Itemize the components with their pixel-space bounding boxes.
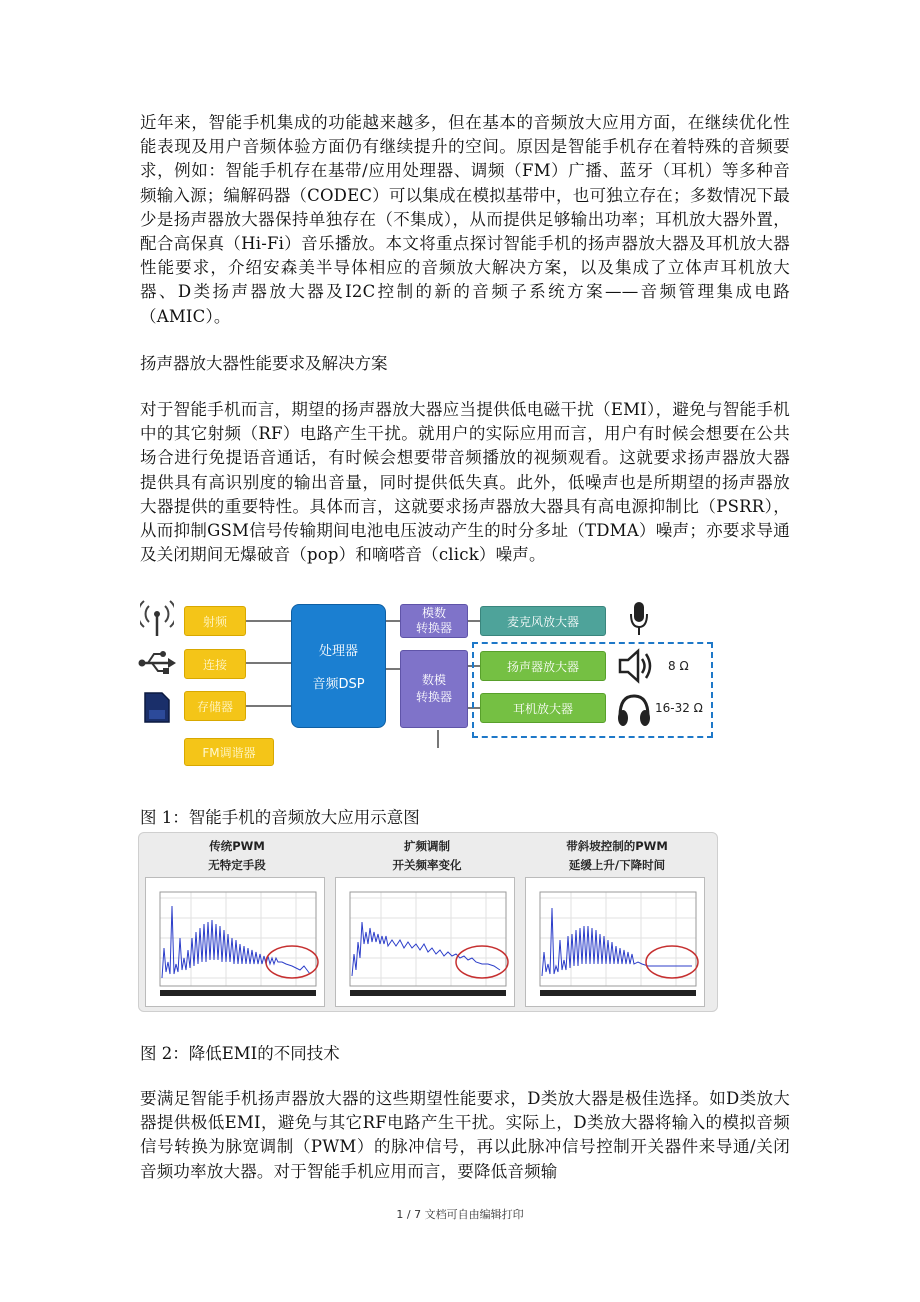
figure-1-caption: 图 1：智能手机的音频放大应用示意图 [140,808,420,827]
headphone-amp-box [480,693,606,723]
panel-2-title-line1: 扩频调制 [404,839,450,853]
spectrum-plot-2 [336,878,514,1006]
processor-dsp-box [291,604,386,728]
headphone-amp-label: 耳机放大器 [512,701,573,716]
panel-2-title-line2: 开关频率变化 [392,858,462,872]
adc-box: 模数 转换器 [400,604,468,638]
panel-3-title-line1: 带斜坡控制的PWM [566,839,668,853]
panel-1-title-line2: 无特定手段 [208,858,266,872]
page-footer: 1 / 7 文档可自由编辑打印 [396,1208,524,1221]
section-heading: 扬声器放大器性能要求及解决方案 [140,354,388,373]
figure-2-emi-comparison [138,832,718,1012]
panel-3-title [527,839,707,873]
speaker-amp-box [480,651,606,681]
headphone-impedance: 16-32 Ω [655,701,703,715]
rf-input-box [184,606,246,636]
fm-tuner-label: FM调谐器 [202,745,256,760]
spectrum-panel-3 [525,877,705,1007]
figure-1-block-diagram [138,594,713,760]
memory-label: 存储器 [196,699,233,714]
spectrum-plot-3 [526,878,704,1006]
speaker-impedance: 8 Ω [668,659,689,673]
sd-card-icon [142,690,172,724]
fm-tuner-box [184,738,274,766]
intro-paragraph: 近年来，智能手机集成的功能越来越多，但在基本的音频放大应用方面，在继续优化性能表现及用户音频体验方面仍有继续提升的空间。原因是智能手机存在着特殊的音频要求，例如：智能手机存在基带/应用处理器、调频（FM）广播、蓝牙（耳机）等多种音频输入源；编解码器（CODEC）可以集成在模拟基带中，也可独立存在；多数情况下最少是扬声器放大器保持单独存在（不集成），从而提供足够输出功率；耳机放大器外置，配合高保真（Hi-Fi）音乐播放。本文将重点探讨智能手机的扬声器放大器及耳机放大器性能要求，介绍安森美半导体相应的音频放大解决方案，以及集成了立体声耳机放大器、D类扬声器放大器及I2C控制的新的音频子系统方案——音频管理集成电路（AMIC）。 [140,113,790,326]
antenna-icon [140,598,174,638]
panel-1-title [147,839,327,873]
requirements-paragraph: 对于智能手机而言，期望的扬声器放大器应当提供低电磁干扰（EMI），避免与智能手机中的其它射频（RF）电路产生干扰。就用户的实际应用而言，用户有时候会想要在公共场合进行免提语音通话，有时候会想要带音频播放的视频观看。这就要求扬声器放大器提供具有高识别度的输出音量，同时提供低失真。此外，低噪声也是所期望的扬声器放大器提供的重要特性。具体而言，这就要求扬声器放大器具有高电源抑制比（PSRR），从而抑制GSM信号传输期间电池电压波动产生的时分多址（TDMA）噪声；亦要求导通及关闭期间无爆破音（pop）和嘀嗒音（click）噪声。 [140,400,790,565]
spectrum-panel-1 [145,877,325,1007]
mic-amp-label: 麦克风放大器 [506,614,579,629]
connectivity-label: 连接 [202,657,227,672]
processor-label: 处理器 [318,644,358,659]
panel-1-title-line1: 传统PWM [209,839,265,853]
speaker-amp-label: 扬声器放大器 [506,659,579,674]
dac-box: 数模 转换器 [400,650,468,728]
mic-amp-box [480,606,606,636]
class-d-paragraph: 要满足智能手机扬声器放大器的这些期望性能要求，D类放大器是极佳选择。如D类放大器提供极低EMI，避免与其它RF电路产生干扰。实际上，D类放大器将输入的模拟音频信号转换为脉宽调制（PWM）的脉冲信号，再以此脉冲信号控制开关器件来导通/关闭音频功率放大器。对于智能手机应用而言，要降低音频输 [140,1089,790,1181]
panel-3-title-line2: 延缓上升/下降时间 [568,858,666,872]
memory-input-box [184,691,246,721]
spectrum-panel-2 [335,877,515,1007]
rf-label: 射频 [202,614,227,629]
audio-dsp-label: 音频DSP [312,677,365,692]
panel-2-title [337,839,517,873]
figure-2-caption: 图 2：降低EMI的不同技术 [140,1044,340,1063]
speaker-icon [616,648,656,684]
connectivity-input-box [184,649,246,679]
spectrum-plot-1 [146,878,324,1006]
microphone-icon [628,600,650,638]
headphones-icon [614,690,654,730]
usb-icon [138,648,176,678]
